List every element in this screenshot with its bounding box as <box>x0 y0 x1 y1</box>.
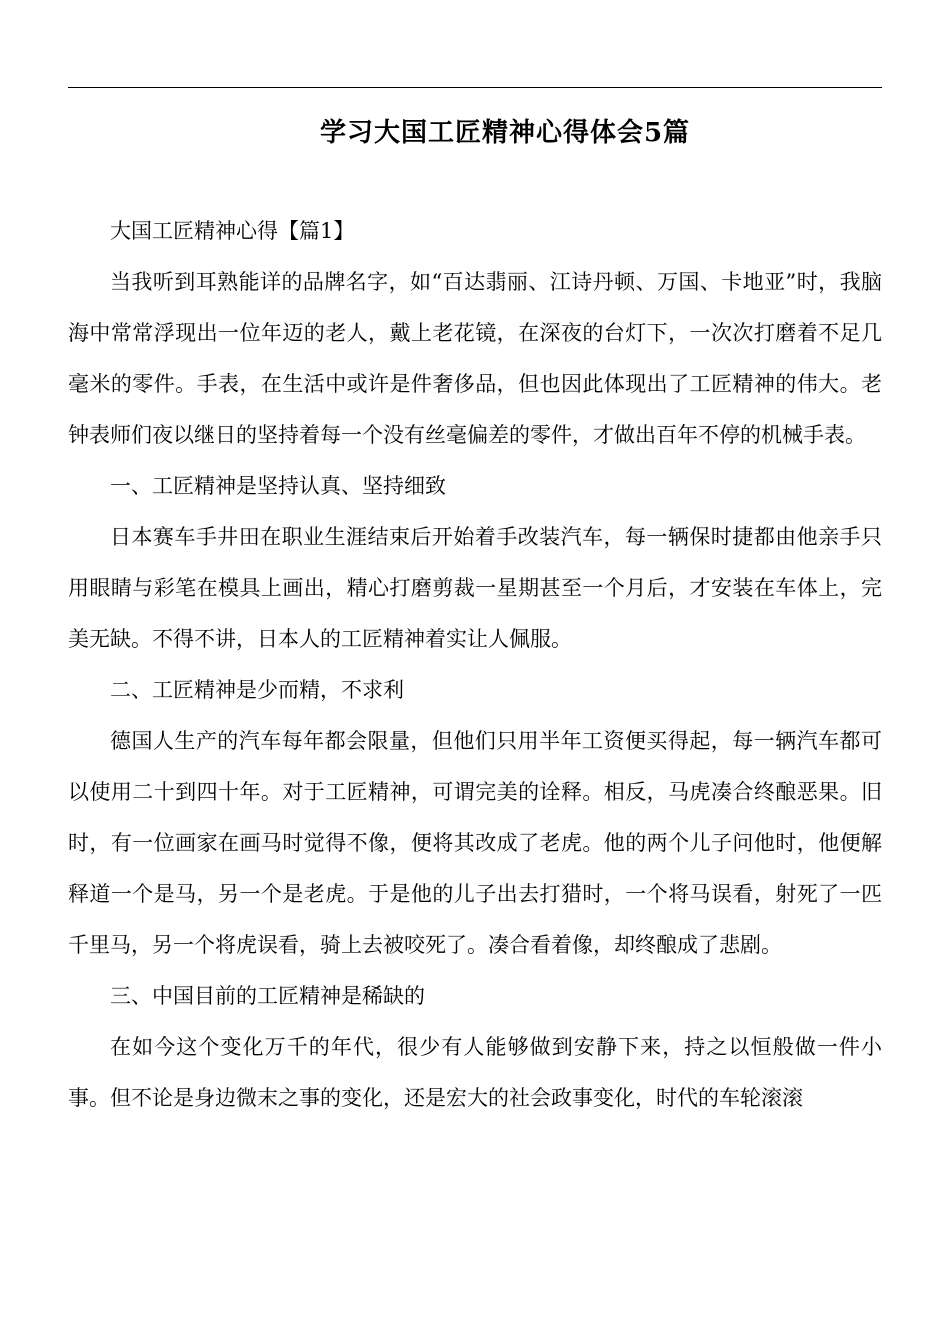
subheading-2: 二、工匠精神是少而精，不求利 <box>110 678 404 702</box>
document-body <box>68 206 882 1124</box>
subheading-3: 三、中国目前的工匠精神是稀缺的 <box>110 984 425 1008</box>
body-paragraph-3: 德国人生产的汽车每年都会限量，但他们只用半年工资便买得起，每一辆汽车都可以使用二十到四十年。对于工匠精神，可谓完美的诠释。相反，马虎凑合终酿恶果。旧时，有一位画家在画马时觉得不像，便将其改成了老虎。他的两个儿子问他时，他便解释道一个是马，另一个是老虎。于是他的儿子出去打猎时，一个将马误看，射死了一匹千里马，另一个将虎误看，骑上去被咬死了。凑合看着像，却终酿成了悲剧。 <box>68 729 882 957</box>
header-rule <box>68 87 882 88</box>
body-paragraph-4: 在如今这个变化万千的年代，很少有人能够做到安静下来，持之以恒般做一件小事。但不论是身边微末之事的变化，还是宏大的社会政事变化，时代的车轮滚滚 <box>68 1035 882 1110</box>
section-heading-1: 大国工匠精神心得【篇1】 <box>110 219 355 243</box>
body-paragraph-1: 当我听到耳熟能详的品牌名字，如“百达翡丽、江诗丹顿、万国、卡地亚”时，我脑海中常常浮现出一位年迈的老人，戴上老花镜，在深夜的台灯下，一次次打磨着不足几毫米的零件。手表，在生活中或许是件奢侈品，但也因此体现出了工匠精神的伟大。老钟表师们夜以继日的坚持着每一个没有丝毫偏差的零件，才做出百年不停的机械手表。 <box>68 270 882 447</box>
body-paragraph-2: 日本赛车手井田在职业生涯结束后开始着手改装汽车，每一辆保时捷都由他亲手只用眼睛与彩笔在模具上画出，精心打磨剪裁一星期甚至一个月后，才安装在车体上，完美无缺。不得不讲，日本人的工匠精神着实让人佩服。 <box>68 525 882 651</box>
subheading-1: 一、工匠精神是坚持认真、坚持细致 <box>110 474 446 498</box>
document-title: 学习大国工匠精神心得体会5篇 <box>319 118 691 149</box>
